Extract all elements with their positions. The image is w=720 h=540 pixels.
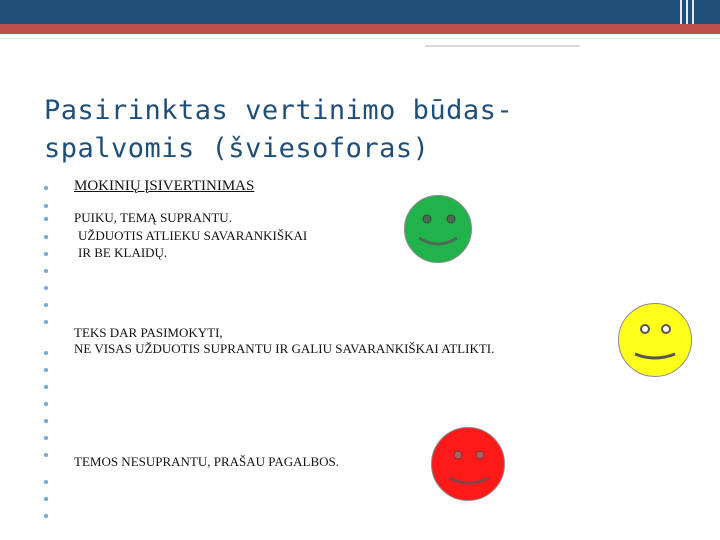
bullet-dot <box>44 320 48 324</box>
green-text-line-1: PUIKU, TEMĄ SUPRANTU. <box>74 210 232 225</box>
bullet-dot <box>44 453 48 457</box>
yellow-text-line-2: NE VISAS UŽDUOTIS SUPRANTU IR GALIU SAVARANKIŠKAI ATLIKTI. <box>74 341 495 356</box>
bullet-dot <box>44 385 48 389</box>
neutral-face-icon <box>618 303 692 377</box>
bullet-dot <box>44 402 48 406</box>
header-decoration <box>680 0 720 24</box>
bullet-dot <box>44 217 48 221</box>
sad-face-icon <box>431 427 505 501</box>
header-rule-short <box>425 45 580 47</box>
bullet-dot <box>44 252 48 256</box>
bullet-dot <box>44 480 48 484</box>
bullet-dot <box>44 436 48 440</box>
bullet-dot <box>44 204 48 208</box>
title-line-1: Pasirinktas vertinimo būdas- <box>44 95 514 126</box>
header-accent-stripe <box>0 24 720 34</box>
bullet-dot <box>44 235 48 239</box>
header-rule <box>0 38 720 39</box>
page-title <box>44 92 664 168</box>
yellow-text-line-1: TEKS DAR PASIMOKYTI, <box>74 325 223 340</box>
bullet-dot <box>44 286 48 290</box>
bullet-dot <box>44 419 48 423</box>
bullet-dot <box>44 368 48 372</box>
green-text-line-3: IR BE KLAIDŲ. <box>78 245 168 260</box>
bullet-dot <box>44 514 48 518</box>
happy-face-icon <box>404 195 472 263</box>
bullet-dot <box>44 351 48 355</box>
bullet-dot <box>44 303 48 307</box>
bullet-dot <box>44 269 48 273</box>
green-text-line-2: UŽDUOTIS ATLIEKU SAVARANKIŠKAI <box>78 228 308 243</box>
header-bar <box>0 0 720 24</box>
red-text-line-1: TEMOS NESUPRANTU, PRAŠAU PAGALBOS. <box>74 454 339 469</box>
title-line-2: spalvomis (šviesoforas) <box>44 133 430 164</box>
section-heading: MOKINIŲ ĮSIVERTINIMAS <box>74 178 255 194</box>
bullet-dot <box>44 186 48 190</box>
bullet-dot <box>44 497 48 501</box>
